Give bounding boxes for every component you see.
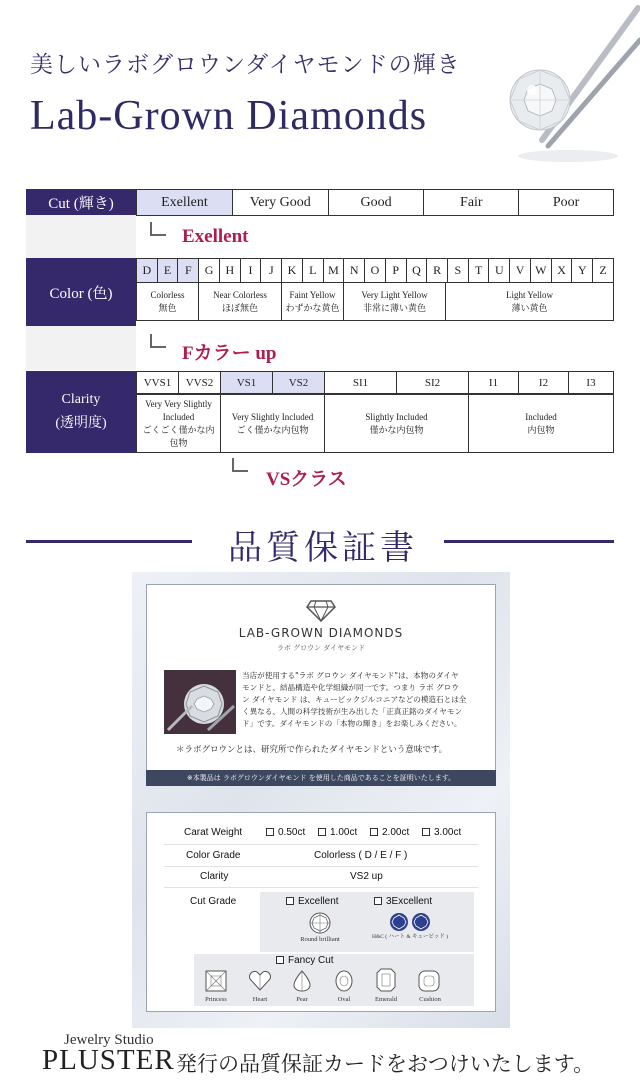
color-group-en: Faint Yellow <box>289 289 336 300</box>
clarity-grade-cell: I2 <box>519 372 569 394</box>
clarity-grade-cell: VS2 <box>273 372 325 394</box>
cut-grade-cell: Good <box>328 190 424 216</box>
color-letter: F <box>178 259 199 283</box>
color-group-en: Colorless <box>150 289 185 300</box>
color-letter: D <box>137 259 158 283</box>
carat-option-label: 1.00ct <box>330 827 358 838</box>
clarity-group-jp: 内包物 <box>527 424 555 435</box>
cushion-cut-icon <box>418 970 440 992</box>
certificate-note: ＊ラボグロウンとは、研究所で作られたダイヤモンドという意味です。 <box>176 745 448 755</box>
color-group-cell <box>344 283 446 321</box>
clarity-group-en: Very Very Slightly Included <box>145 398 212 422</box>
shape-label: Oval <box>337 996 351 1003</box>
certificate-body-line: く異なる、人間の科学技術が生み出した「正真正銘のダイヤモン <box>242 707 463 716</box>
color-letter: M <box>323 259 344 283</box>
color-group-en: Very Light Yellow <box>361 289 428 300</box>
clarity-group-cell <box>221 395 325 453</box>
color-letter: J <box>261 259 282 283</box>
color-group-cell <box>446 283 614 321</box>
princess-cut-icon <box>204 970 228 992</box>
color-group-jp: 薄い黄色 <box>511 302 548 313</box>
carat-option-label: 0.50ct <box>278 827 306 838</box>
certificate-bar: ※本製品は ラボグロウンダイヤモンド を使用した商品であることを証明いたします。 <box>146 770 496 786</box>
cut-callout: Exellent <box>182 226 249 247</box>
color-letter: Y <box>572 259 593 283</box>
color-group-en: Light Yellow <box>505 289 553 300</box>
certificate-brand-sub: ラボ グロウン ダイヤモンド <box>276 644 366 652</box>
color-group-cell <box>199 283 282 321</box>
color-letter: R <box>427 259 448 283</box>
heart-cut-icon <box>248 970 272 992</box>
color-letter: Q <box>406 259 427 283</box>
clarity-grade-cell: I1 <box>469 372 519 394</box>
color-letter: G <box>199 259 220 283</box>
clarity-grade-cell: VS1 <box>221 372 273 394</box>
color-letter: T <box>468 259 489 283</box>
color-bracket <box>150 334 166 348</box>
carat-option-label: 3.00ct <box>434 827 462 838</box>
cut-option-excellent[interactable] <box>286 896 339 907</box>
carat-option[interactable] <box>422 827 461 838</box>
clarity-group-table <box>136 394 614 453</box>
color-group-jp: 非常に薄い黄色 <box>362 302 426 313</box>
color-letter: U <box>489 259 510 283</box>
clarity-group-cell <box>137 395 221 453</box>
color-group-en: Near Colorless <box>213 289 267 300</box>
checkbox-icon <box>266 828 274 836</box>
oval-cut-icon <box>334 970 354 992</box>
certificate-brand: LAB-GROWN DIAMONDS <box>238 626 404 640</box>
clarity-grade-cell: VVS2 <box>179 372 221 394</box>
section-rule-right <box>444 540 614 543</box>
color-letter: S <box>448 259 469 283</box>
clarity-label-jp: (透明度) <box>55 416 107 431</box>
footer-text: 発行の品質保証カードをおつけいたします。 <box>176 1052 595 1076</box>
shape-label: Pear <box>296 996 308 1003</box>
cut-grade-cell: Poor <box>519 190 614 216</box>
hearts-and-cupids-icon <box>388 912 432 932</box>
carat-option[interactable] <box>318 827 357 838</box>
color-letter: L <box>302 259 323 283</box>
checkbox-icon <box>374 897 382 905</box>
footer-studio: Jewelry Studio <box>64 1032 154 1048</box>
color-letter: E <box>157 259 178 283</box>
clarity-callout: VSクラス <box>266 469 347 490</box>
clarity-group-cell <box>325 395 469 453</box>
cut-grade-cell: Exellent <box>137 190 233 216</box>
clarity-group-en: Included <box>525 411 557 422</box>
color-letter: W <box>530 259 551 283</box>
checkbox-icon <box>318 828 326 836</box>
section-rule-left <box>26 540 192 543</box>
cut-option-label: Excellent <box>298 896 339 907</box>
clarity-group-jp: ごくごく僅かな内包物 <box>142 424 215 448</box>
certificate-body-line: ド」です。ダイヤモンドの「本物の輝き」をお楽しみください。 <box>242 719 462 728</box>
cut-label: Cut (輝き) <box>26 189 136 215</box>
clarity-grade-cell: SI2 <box>397 372 469 394</box>
header-title: Lab-Grown Diamonds <box>30 93 428 139</box>
clarity-grade-table <box>136 371 614 394</box>
color-grade-label: Color Grade <box>186 850 241 861</box>
carat-option[interactable] <box>370 827 409 838</box>
header-subtitle: 美しいラボグロウンダイヤモンドの輝き <box>30 52 461 78</box>
color-letter: I <box>240 259 261 283</box>
emerald-cut-icon <box>376 968 396 992</box>
color-letter: H <box>219 259 240 283</box>
color-callout: Fカラー up <box>182 343 277 364</box>
cut-option-label: 3Excellent <box>386 896 433 907</box>
clarity-group-en: Slightly Included <box>365 411 428 422</box>
color-grade-value: Colorless ( D / E / F ) <box>314 850 408 861</box>
shape-label: Emerald <box>374 996 398 1003</box>
round-brilliant-label: Round brilliant <box>300 936 340 943</box>
diamond-logo-icon <box>306 600 336 622</box>
color-group-jp: 無色 <box>158 302 177 313</box>
clarity-group-cell <box>469 395 614 453</box>
carat-option-label: 2.00ct <box>382 827 410 838</box>
color-letter: Z <box>593 259 614 283</box>
certificate-body-line: ン ダイヤモンド は、キュービックジルコニアなどの模造石とは全 <box>242 695 467 704</box>
cut-shade <box>26 215 136 258</box>
color-letter: K <box>282 259 303 283</box>
fancy-cut-label: Fancy Cut <box>288 955 334 966</box>
carat-label: Carat Weight <box>184 827 243 838</box>
cut-grade-label: Cut Grade <box>190 896 237 907</box>
color-label: Color (色) <box>26 258 136 326</box>
spec-divider <box>164 866 478 867</box>
color-group-table <box>136 282 614 321</box>
spec-divider <box>164 844 478 845</box>
clarity-group-jp: 僅かな内包物 <box>369 424 424 435</box>
color-group-jp: ほぼ無色 <box>221 302 258 313</box>
section-title: 品質保証書 <box>228 528 418 568</box>
cut-grade-cell: Very Good <box>232 190 328 216</box>
pear-cut-icon <box>292 970 312 992</box>
clarity-group-jp: ごく僅かな内包物 <box>236 424 309 435</box>
cut-option-3excellent[interactable] <box>374 896 432 907</box>
shape-label: Heart <box>252 996 268 1003</box>
hearts-and-cupids-label: H&C ( ハート & キューピッド ) <box>371 934 448 940</box>
clarity-grade-cell: I3 <box>569 372 614 394</box>
clarity-grade-cell: VVS1 <box>137 372 179 394</box>
color-letter: P <box>385 259 406 283</box>
fancy-cut-option[interactable] <box>276 955 334 966</box>
clarity-spec-value: VS2 up <box>350 871 383 882</box>
checkbox-icon <box>276 956 284 964</box>
clarity-grade-cell: SI1 <box>325 372 397 394</box>
color-group-cell <box>137 283 199 321</box>
footer-brand: PLUSTER <box>42 1044 175 1076</box>
carat-option[interactable] <box>266 827 305 838</box>
shape-label: Princess <box>205 996 227 1003</box>
certificate-body <box>242 670 482 730</box>
color-group-jp: わずかな黄色 <box>285 302 340 313</box>
color-letter: V <box>510 259 531 283</box>
color-letter-table <box>136 258 614 283</box>
spec-divider <box>164 887 478 888</box>
checkbox-icon <box>370 828 378 836</box>
color-shade <box>26 326 136 370</box>
cut-bracket <box>150 222 166 236</box>
shape-label: Cushion <box>419 996 441 1003</box>
checkbox-icon <box>422 828 430 836</box>
clarity-label-en: Clarity <box>61 392 101 407</box>
cut-grade-cell: Fair <box>424 190 519 216</box>
color-letter: N <box>344 259 365 283</box>
certificate-body-line: 当店が使用する"ラボ グロウン ダイヤモンド"は、本物のダイヤ <box>242 671 459 680</box>
color-group-cell <box>282 283 344 321</box>
clarity-label <box>26 371 136 453</box>
checkbox-icon <box>286 897 294 905</box>
cut-grade-table <box>136 189 614 216</box>
tweezers-diamond-icon <box>470 0 640 170</box>
certificate-body-line: モンドと、結晶構造や化学組織が同一です。つまり ラボ グロウ <box>242 683 459 692</box>
round-brilliant-icon <box>308 912 332 934</box>
clarity-spec-label: Clarity <box>200 871 229 882</box>
clarity-group-en: Very Slightly Included <box>231 411 314 422</box>
clarity-bracket <box>232 458 248 472</box>
color-letter: O <box>365 259 386 283</box>
diamond-photo-icon <box>164 670 236 734</box>
color-letter: X <box>551 259 572 283</box>
